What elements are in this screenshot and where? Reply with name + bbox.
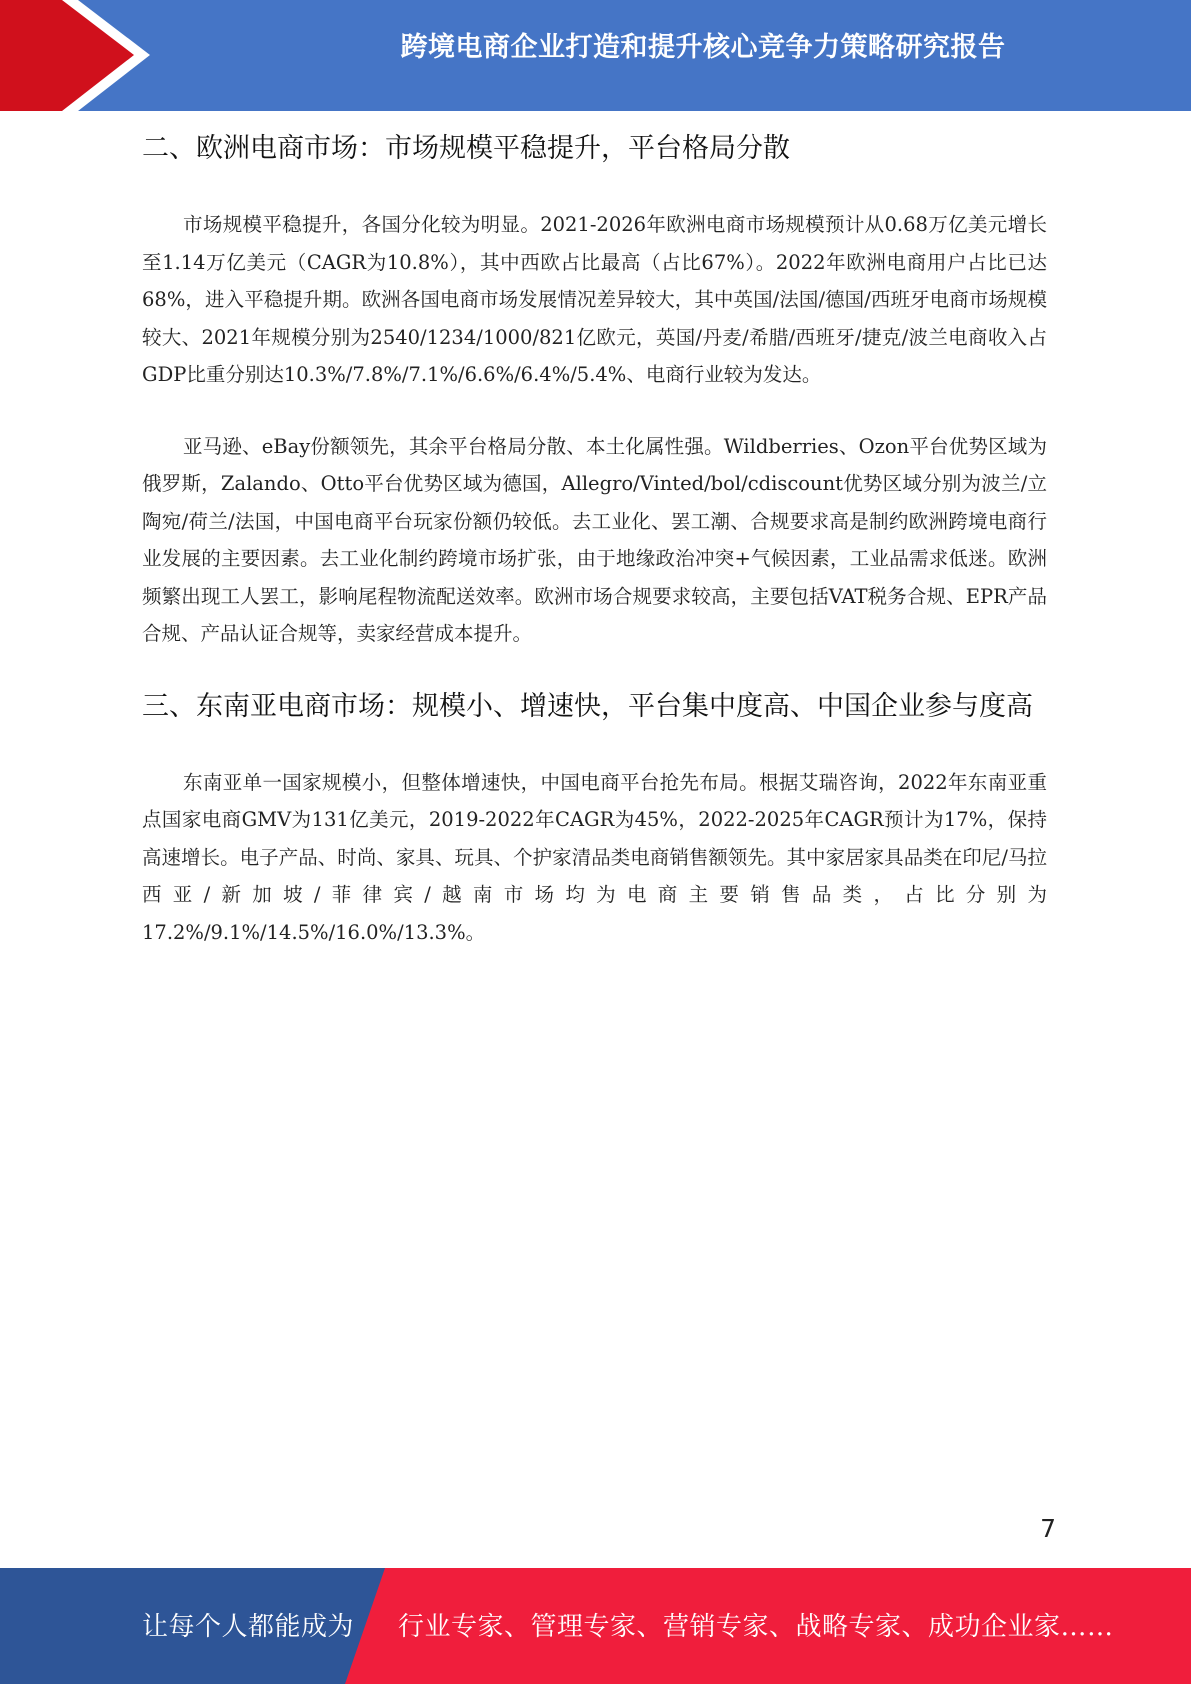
- section-heading-southeast-asia: 三、东南亚电商市场：规模小、增速快，平台集中度高、中国企业参与度高: [142, 690, 1033, 722]
- paragraph-europe-platforms: 亚马逊、eBay份额领先，其余平台格局分散、本土化属性强。Wildberries、Ozon平台优势区域为俄罗斯，Zalando、Otto平台优势区域为德国，Allegro/Vinted/bol/cdiscount优势区域分别为波兰/立陶宛/荷兰/法国，中国电商平台玩家份额仍较低。去工业化、罢工潮、合规要求高是制约欧洲跨境电商行业发展的主要因素。去工业化制约跨境市场扩张，由于地缘政治冲突+气候因素，工业品需求低迷。欧洲频繁出现工人罢工，影响尾程物流配送效率。欧洲市场合规要求较高，主要包括VAT税务合规、EPR产品合规、产品认证合规等，卖家经营成本提升。: [142, 434, 1047, 645]
- report-title: 跨境电商企业打造和提升核心竞争力策略研究报告: [400, 32, 1006, 63]
- footer-slogan-right: 行业专家、管理专家、营销专家、战略专家、成功企业家……: [398, 1612, 1114, 1642]
- header-chevron-decoration: [0, 0, 160, 111]
- footer-band: [0, 1568, 1191, 1684]
- footer-slogan-left: 让每个人都能成为: [142, 1612, 355, 1642]
- header-chevron-shape: [0, 0, 134, 111]
- paragraph-europe-market-size: 市场规模平稳提升，各国分化较为明显。2021-2026年欧洲电商市场规模预计从0.68万亿美元增长至1.14万亿美元（CAGR为10.8%），其中西欧占比最高（占比67%）。2022年欧洲电商用户占比已达68%，进入平稳提升期。欧洲各国电商市场发展情况差异较大，其中英国/法国/德国/西班牙电商市场规模较大、2021年规模分别为2540/1234/1000/821亿欧元，英国/丹麦/希腊/西班牙/捷克/波兰电商收入占GDP比重分别达10.3%/7.8%/7.1%/6.6%/6.4%/5.4%、电商行业较为发达。: [142, 213, 1047, 386]
- header-band: [0, 0, 1191, 111]
- page-content: [142, 128, 1047, 951]
- paragraph-southeast-asia: 东南亚单一国家规模小，但整体增速快，中国电商平台抢先布局。根据艾瑞咨询，2022年东南亚重点国家电商GMV为131亿美元，2019-2022年CAGR为45%，2022-2025年CAGR预计为17%，保持高速增长。电子产品、时尚、家具、玩具、个护家清品类电商销售额领先。其中家居家具品类在印尼/马拉西亚/新加坡/菲律宾/越南市场均为电商主要销售品类，占比分别为17.2%/9.1%/14.5%/16.0%/13.3%。: [142, 770, 1047, 944]
- section-heading-europe: 二、欧洲电商市场：市场规模平稳提升，平台格局分散: [142, 133, 790, 164]
- page-number: 7: [1040, 1514, 1056, 1543]
